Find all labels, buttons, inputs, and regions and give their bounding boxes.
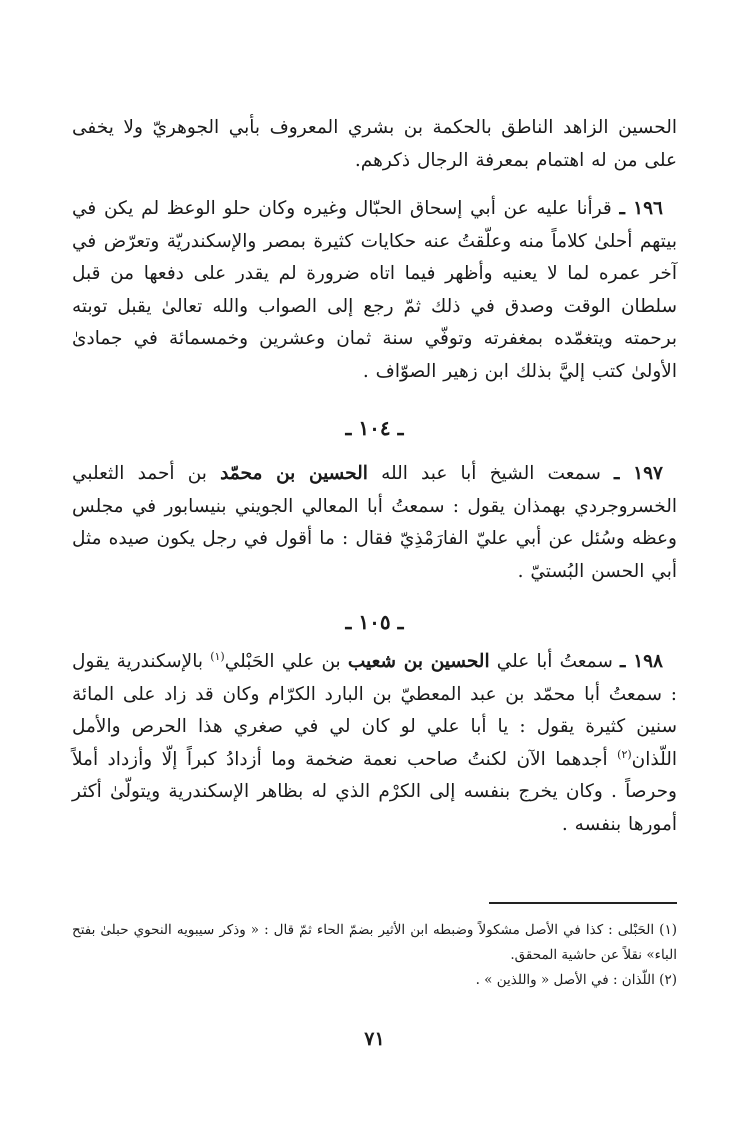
footnote-ref-1[interactable]: (١) bbox=[210, 649, 225, 663]
entry-198-text-after: بن علي الحَبْلي bbox=[224, 651, 341, 672]
document-page bbox=[72, 112, 677, 1125]
entry-198-text-end: أجدهما الآن لكنتُ صاحب نعمة ضخمة وما أزدادُ كبراً إلّا وأزداد أملاً وحرصاً . وكان يخرج بنفسه إلى الكرْم الذي له بظاهر الإسكندرية ويتولّىٰ أكثر أمورها بنفسه . bbox=[72, 748, 677, 835]
entry-198 bbox=[72, 646, 677, 841]
section-heading-105: ـ ١٠٥ ـ bbox=[345, 610, 404, 634]
footnote-divider bbox=[489, 902, 677, 904]
entry-197-name: الحسين بن محمّد bbox=[220, 463, 368, 484]
entry-196-number: ١٩٦ ـ bbox=[619, 198, 663, 219]
footnote-2: (٢) اللّذان : في الأصل « واللذين » . bbox=[475, 972, 677, 988]
entry-197-text-before: سمعت الشيخ أبا عبد الله bbox=[381, 463, 601, 484]
section-heading-104: ـ ١٠٤ ـ bbox=[345, 416, 404, 440]
entry-198-text-mid: بالإسكندرية يقول : سمعتُ أبا محمّد بن عبد المعطيّ بن البارد الكرّام وكان قد زاد على المائة سنين كثيرة يقول : يا أبا علي لو كان لي في صغري هذا الحرص والأمل اللّذان bbox=[72, 651, 677, 770]
entry-198-text-before: سمعتُ أبا علي bbox=[496, 651, 613, 672]
intro-paragraph bbox=[72, 112, 677, 177]
footnote-ref-2[interactable]: (٢) bbox=[617, 747, 632, 761]
entry-198-number: ١٩٨ ـ bbox=[620, 651, 663, 672]
entry-197 bbox=[72, 458, 677, 588]
footnotes bbox=[72, 918, 677, 993]
entry-197-number: ١٩٧ ـ bbox=[614, 463, 663, 484]
entry-197-text-after: بن أحمد الثعلبي الخسروجردي بهمذان يقول : سمعتُ أبا المعالي الجويني بنيسابور في مجلس وعظه وسُئل عن أبي عليّ الفارَمْذِيّ فقال : ما أقول في رجل يكون صيده مثل أبي الحسن البُستيّ . bbox=[72, 463, 677, 582]
entry-196-text: قرأنا عليه عن أبي إسحاق الحبّال وغيره وكان حلو الوعظ لم يكن في بيتهم أحلىٰ كلاماً منه وعلّقتُ عنه حكايات كثيرة بمصر والإسكندريّة وتعرّض في آخر عمره لما لا يعنيه وأظهر فيما اتاه ضرورة لم يقدر على دفعها من قبل سلطان الوقت وصدق في ذلك ثمّ رجع إلى الصواب والله تعالىٰ يقبل توبته برحمته ويتغمّده بمغفرته وتوفّي سنة ثمان وعشرين وخمسمائة في جمادىٰ الأولىٰ كتب إليَّ بذلك ابن زهير الصوّاف . bbox=[72, 198, 677, 382]
page-number: ٧١ bbox=[364, 1028, 385, 1050]
footnote-1: (١) الحَبْلى : كذا في الأصل مشكولاً وضبطه ابن الأثير بضمّ الحاء ثمّ قال : « وذكر سيبويه النحوي حبلىٰ بفتح الباء» نقلاً عن حاشية المحقق. bbox=[72, 922, 677, 963]
entry-198-name: الحسين بن شعيب bbox=[347, 651, 490, 672]
entry-196 bbox=[72, 193, 677, 388]
intro-text: الحسين الزاهد الناطق بالحكمة بن بشري المعروف بأبي الجوهريّ ولا يخفى على من له اهتمام بمعرفة الرجال ذكرهم. bbox=[72, 117, 677, 171]
